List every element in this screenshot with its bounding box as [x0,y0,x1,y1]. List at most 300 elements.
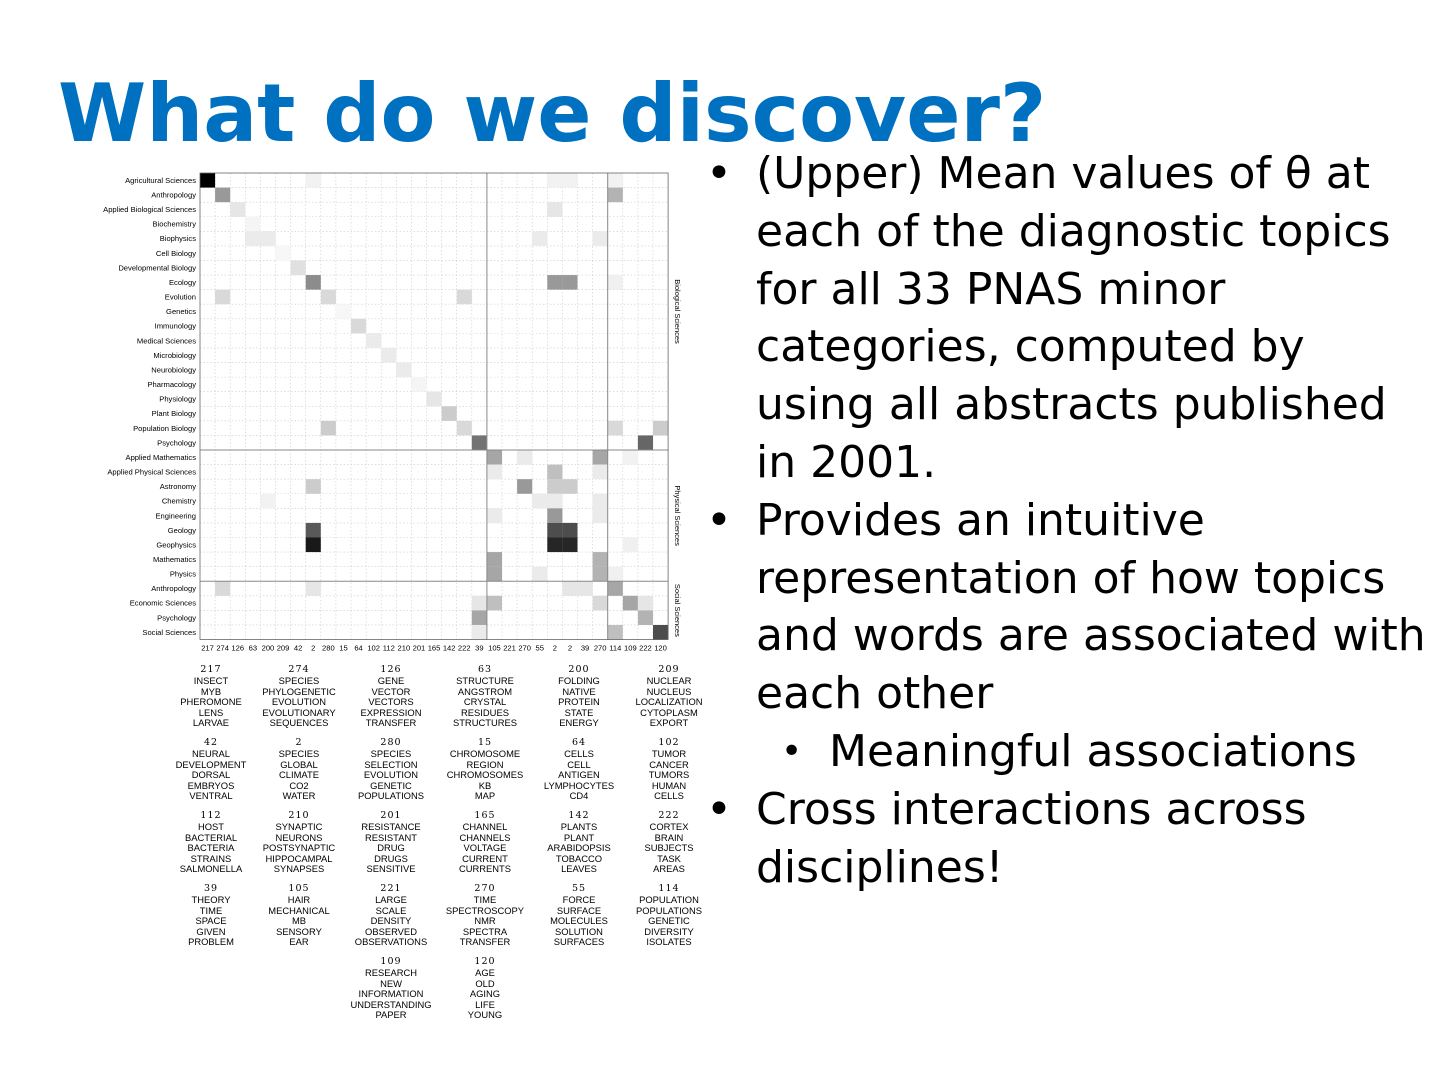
heatmap-cell [396,363,411,378]
heatmap-cell [487,552,502,567]
row-label: Physiology [159,394,196,404]
topic-word: SENSORY [276,925,322,937]
topic-word: MECHANICAL [268,904,330,916]
topic-number: 280 [380,737,402,748]
topic-word: HOST [197,821,225,833]
column-label: 270 [593,643,607,653]
topic-number: 217 [200,664,222,675]
heatmap-cell [321,421,336,436]
column-label: 64 [354,643,363,653]
topic-word: GENETIC [648,915,690,927]
topic-word: PLANTS [560,821,598,833]
heatmap-cell [623,596,638,611]
topic-word: SURFACES [553,936,605,948]
topic-word: SPECTROSCOPY [445,904,525,916]
column-label: 126 [231,643,245,653]
topic-number: 210 [288,810,310,821]
bullet-marker: • [706,783,732,835]
heatmap-cell [593,508,608,523]
heatmap-cell [306,538,321,553]
column-label: 105 [488,643,501,653]
topic-word: DEVELOPMENT [175,758,247,770]
heatmap-cell [427,392,442,407]
topic-number: 200 [568,664,590,675]
row-label: Geophysics [156,540,196,550]
topic-word: TRANSFER [365,717,417,729]
topic-word: SPACE [195,915,227,927]
heatmap-cell [457,290,472,305]
topic-word: HUMAN [651,779,687,791]
row-label: Anthropology [151,190,196,200]
heatmap-cell [532,567,547,582]
topic-number: 2 [295,737,303,748]
topic-number: 270 [474,883,496,894]
heatmap-cell [442,406,457,421]
heatmap-cell [638,435,653,450]
heatmap-cell [593,450,608,465]
topic-word: SPECTRA [462,925,508,937]
heatmap-cell [593,596,608,611]
row-label: Anthropology [151,584,196,594]
figure-panel [96,168,703,1028]
column-label: 39 [580,643,590,653]
row-label: Engineering [155,511,196,521]
topic-word: CHANNEL [462,821,508,833]
topic-word: PROTEIN [558,696,600,708]
heatmap-cell [487,508,502,523]
heatmap-cell [215,290,230,305]
heatmap-cell [200,173,215,188]
topic-word: EVOLUTIONARY [262,706,336,718]
topic-word: DRUG [377,842,405,854]
bullet-text: Provides an intuitive representation of how topics and words are associated with each other [756,494,1426,720]
topic-word: AGE [475,967,495,979]
column-label: 55 [535,643,544,653]
heatmap-cell [260,231,275,246]
column-label: 201 [412,643,426,653]
bullet-list [706,145,1426,896]
topic-word: SENSITIVE [366,863,416,875]
topic-word: NEW [380,977,402,989]
topic-word: CD4 [569,790,589,802]
topic-word: GENETIC [370,779,412,791]
heatmap-cell [472,625,487,640]
slide-title: What do we discover? [58,67,1047,160]
heatmap-cell [547,538,562,553]
column-label: 2 [552,643,557,653]
heatmap-cell [336,304,351,319]
topic-word: SUBJECTS [644,842,694,854]
heatmap-cell [517,450,532,465]
column-label: 222 [639,643,652,653]
topic-word: LEAVES [561,863,597,875]
topic-number: 109 [380,956,402,967]
heatmap-cell [487,450,502,465]
heatmap-cell [276,246,291,261]
topic-word: STATE [564,706,594,718]
heatmap-cell [215,581,230,596]
topic-word: LIFE [475,998,495,1010]
topic-word: VECTORS [368,696,414,708]
topic-word: POPULATIONS [636,904,702,916]
topic-number: 55 [571,883,587,894]
bullet-marker: • [781,730,803,772]
topic-word: CYTOPLASM [640,706,698,718]
heatmap-cell [306,581,321,596]
heatmap-cell [593,552,608,567]
topic-word: POSTSYNAPTIC [262,842,336,854]
topic-word: SPECIES [278,748,320,760]
row-label: Applied Mathematics [125,452,196,462]
topic-word: SALMONELLA [179,863,243,875]
topic-word: NEURAL [191,748,231,760]
heatmap-cell [608,581,623,596]
topic-word: VECTOR [371,685,411,697]
column-label: 63 [248,643,258,653]
topic-word: NATIVE [562,685,596,697]
topic-word: EXPRESSION [360,706,422,718]
topic-word: BRAIN [654,831,684,843]
topic-word: INSECT [193,675,229,687]
topic-number: 120 [474,956,496,967]
topic-word: AREAS [653,863,685,875]
heatmap-cell [306,173,321,188]
row-label: Geology [167,525,196,535]
row-label: Social Sciences [142,627,196,637]
topic-word: CELL [567,758,591,770]
topic-word: FOLDING [558,675,600,687]
row-label: Medical Sciences [136,336,196,346]
heatmap-cell [608,173,623,188]
topic-word: SOLUTION [555,925,603,937]
topic-word: THEORY [191,894,231,906]
topic-number: 102 [658,737,680,748]
topic-word: CHROMOSOMES [446,769,524,781]
heatmap-cell [547,465,562,480]
topic-word: EAR [289,936,309,948]
heatmap-cell [215,188,230,203]
heatmap-cell [608,567,623,582]
topic-word: VENTRAL [189,790,233,802]
topic-word: HIPPOCAMPAL [265,852,333,864]
heatmap-cell [593,567,608,582]
row-label: Pharmacology [147,380,196,390]
row-label: Chemistry [161,496,196,506]
topic-word: ANTIGEN [558,769,600,781]
topic-word: LARGE [375,894,407,906]
topic-word: BACTERIAL [184,831,238,843]
topic-block [430,957,540,1020]
topic-word: DIVERSITY [644,925,694,937]
topic-word: SURFACE [556,904,602,916]
row-label: Biochemistry [152,219,196,229]
topic-word: MOLECULES [550,915,608,927]
column-label: 209 [276,643,290,653]
heatmap-cell [381,348,396,363]
topic-word: CHANNELS [459,831,511,843]
bullet-text: Meaningful associations [829,725,1357,777]
heatmap-cell [562,275,577,290]
topic-word: RESISTANCE [361,821,421,833]
heatmap-cell [593,231,608,246]
topic-word: EVOLUTION [271,696,327,708]
topic-word: DORSAL [191,769,231,781]
topic-word: ISOLATES [646,936,692,948]
row-label: Psychology [157,613,196,623]
group-label: Physical Sciences [673,485,683,546]
topic-word: SEQUENCES [269,717,329,729]
topic-number: 64 [571,737,587,748]
heatmap-cell [608,188,623,203]
topic-number: 114 [658,883,680,894]
heatmap-cell [472,435,487,450]
topic-number: 63 [477,664,493,675]
heatmap-cell [472,596,487,611]
column-label: 142 [442,643,456,653]
topic-word: LARVAE [192,717,230,729]
heatmap-cell [517,479,532,494]
heatmap-cell [638,610,653,625]
bullet-marker: • [706,494,732,546]
topic-word: TUMORS [648,769,690,781]
topic-word: ANGSTROM [457,685,513,697]
column-label: 15 [339,643,348,653]
topic-word: CORTEX [649,821,689,833]
topic-word: ENERGY [559,717,599,729]
topic-word: OBSERVED [365,925,417,937]
topic-heatmap [96,168,696,658]
column-label: 120 [654,643,667,653]
topic-word: EVOLUTION [363,769,419,781]
topic-word: TIME [473,894,497,906]
heatmap-cell [638,596,653,611]
topic-number: 165 [474,810,496,821]
topic-word: RESIDUES [461,706,509,718]
topic-word: CRYSTAL [463,696,507,708]
topic-word: ARABIDOPSIS [547,842,611,854]
sub-bullet-item [706,723,1426,781]
topic-word: TRANSFER [459,936,511,948]
column-label: 270 [518,643,531,653]
column-label: 39 [475,643,484,653]
row-label: Evolution [164,292,196,302]
column-label: 210 [397,643,411,653]
heatmap-cell [230,202,245,217]
topic-word: CURRENTS [458,863,512,875]
topic-number: 221 [380,883,402,894]
topic-word: EMBRYOS [187,779,235,791]
bullet-item [706,145,1426,492]
topic-word: SPECIES [370,748,412,760]
topic-word: CELLS [654,790,684,802]
topic-word: MAP [474,790,496,802]
heatmap-cell [562,479,577,494]
heatmap-cell [593,494,608,509]
topic-word: VOLTAGE [463,842,507,854]
column-label: 217 [201,643,214,653]
topic-word: CELLS [564,748,594,760]
heatmap-cell [487,567,502,582]
row-label: Applied Biological Sciences [103,205,196,215]
row-label: Ecology [168,277,196,287]
topic-word: HAIR [287,894,311,906]
topic-word: TIME [199,904,223,916]
heatmap-cell [306,479,321,494]
heatmap-cell [578,581,593,596]
column-label: 221 [503,643,516,653]
topic-word: MYB [200,685,222,697]
row-label: Immunology [154,321,196,331]
row-label: Cell Biology [155,248,196,258]
topic-word: NUCLEUS [646,685,692,697]
row-label: Physics [169,569,196,579]
topic-word: WATER [282,790,316,802]
heatmap-cell [547,508,562,523]
topic-word: TASK [657,852,681,864]
topic-number: 112 [200,810,222,821]
column-label: 109 [624,643,637,653]
column-label: 200 [261,643,275,653]
heatmap-cell [245,217,260,232]
topic-word: NEURONS [275,831,323,843]
topic-word: RESEARCH [364,967,418,979]
topic-word: SYNAPSES [273,863,325,875]
topic-word: NUCLEAR [646,675,692,687]
heatmap-cell [487,596,502,611]
topic-word: YOUNG [467,1009,503,1021]
column-label: 280 [322,643,335,653]
topic-word: EXPORT [649,717,689,729]
topic-word: TOBACCO [555,852,603,864]
heatmap-cell [351,319,366,334]
heatmap-cell [547,523,562,538]
column-label: 2 [311,643,316,653]
heatmap-cell [608,275,623,290]
heatmap-cell [623,450,638,465]
column-label: 2 [567,643,573,653]
topic-word: DENSITY [370,915,412,927]
row-label: Microbiology [153,350,196,360]
topic-word: STRUCTURE [456,675,514,687]
topic-word: POPULATION [639,894,699,906]
row-label: Mathematics [152,554,196,564]
topic-word: PHEROMONE [180,696,242,708]
heatmap-cell [457,421,472,436]
row-label: Neurobiology [151,365,196,375]
topic-number: 15 [477,737,493,748]
heatmap-cell [487,465,502,480]
group-label: Social Sciences [673,583,683,637]
topic-word: CO2 [289,779,309,791]
topic-word: OBSERVATIONS [354,936,428,948]
row-label: Agricultural Sciences [125,175,196,185]
topic-word: GIVEN [196,925,226,937]
topic-number: 222 [658,810,680,821]
heatmap-cell [608,421,623,436]
heatmap-cell [547,173,562,188]
topic-word: SPECIES [278,675,320,687]
topic-number: 201 [380,810,402,821]
bullet-text: Cross interactions across disciplines! [756,783,1307,893]
topic-word: MB [291,915,307,927]
heatmap-cell [547,494,562,509]
topic-word: PHYLOGENETIC [262,685,336,697]
row-label: Biophysics [159,234,196,244]
column-label: 222 [457,643,471,653]
topic-word: SYNAPTIC [275,821,323,833]
heatmap-cell [321,290,336,305]
heatmap-cell [547,275,562,290]
bullet-text: (Upper) Mean values of θ at each of the diagnostic topics for all 33 PNAS minor categories, computed by using all abstracts published in 2001. [756,148,1391,488]
topic-word: RESISTANT [365,831,417,843]
topic-word: KB [478,779,492,791]
topic-word: INFORMATION [358,988,424,1000]
bullet-marker: • [706,148,732,199]
topic-number: 39 [203,883,219,894]
topic-word: DRUGS [374,852,408,864]
topic-number: 42 [203,737,219,748]
topic-number: 105 [288,883,310,894]
heatmap-cell [532,231,547,246]
heatmap-cell [562,173,577,188]
column-label: 274 [216,643,229,653]
topic-word: PROBLEM [188,936,234,948]
topic-word: SELECTION [364,758,418,770]
heatmap-cell [245,231,260,246]
topic-word: BACTERIA [187,842,235,854]
row-label: Developmental Biology [118,263,196,273]
topic-word: GLOBAL [280,758,318,770]
topic-word: LYMPHOCYTES [543,779,615,791]
heatmap-cell [366,333,381,348]
heatmap-cell [472,610,487,625]
column-label: 112 [382,643,395,653]
column-label: 42 [293,643,303,653]
topic-word: STRAINS [190,852,232,864]
column-label: 165 [427,643,441,653]
topic-number: 209 [658,664,680,675]
topic-number: 274 [288,664,310,675]
heatmap-cell [653,421,668,436]
heatmap-cell [593,465,608,480]
topic-word: PLANT [563,831,595,843]
topic-word: CHROMOSOME [449,748,521,760]
row-label: Genetics [166,307,196,317]
topic-word: CLIMATE [279,769,319,781]
heatmap-cell [562,538,577,553]
topic-word: GENE [377,675,405,687]
topic-word: AGING [469,988,501,1000]
topic-word: STRUCTURES [452,717,518,729]
topic-word: CANCER [649,758,689,770]
topic-word: LOCALIZATION [635,696,703,708]
row-label: Astronomy [159,482,196,492]
heatmap-cell [260,494,275,509]
row-label: Population Biology [133,423,196,433]
bullet-item [706,781,1426,897]
heatmap-cell [306,275,321,290]
column-label: 102 [367,643,380,653]
topic-word: UNDERSTANDING [350,998,432,1010]
heatmap-cell [532,494,547,509]
bullet-item [706,492,1426,723]
heatmap-cell [653,625,668,640]
heatmap-cell [608,625,623,640]
heatmap-cell [562,523,577,538]
topic-word: OLD [475,977,495,989]
topic-word: SCALE [375,904,407,916]
heatmap-cell [623,538,638,553]
